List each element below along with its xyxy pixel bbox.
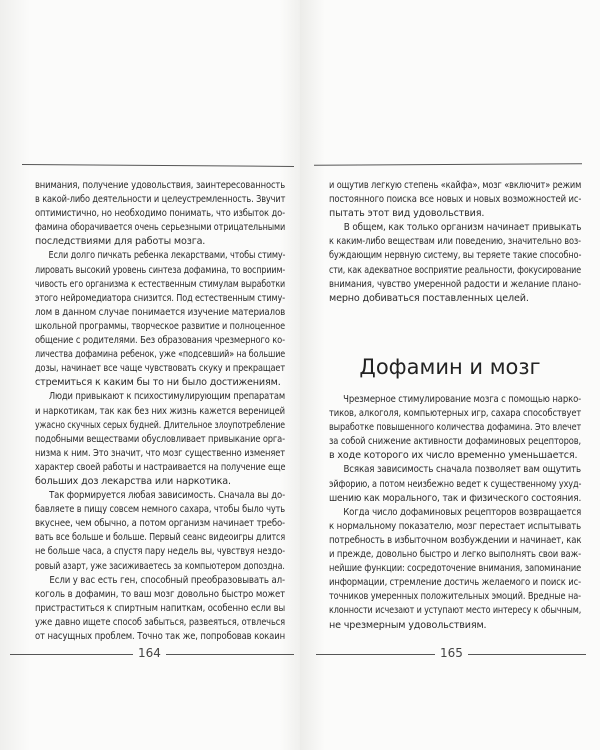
text-line: последствиями для работы мозга. [35,236,206,248]
paragraph [329,393,581,463]
page-number: 165 [435,646,468,660]
text-line: внимания, чувство умеренной радости и желание плано- [329,278,581,290]
text-line: нейшие функции: сосредоточение внимания, запоминание [329,563,582,575]
paragraph [35,179,285,249]
text-line: коголь в дофамин, то ваш мозг довольно быстро может [35,588,285,600]
section-heading: Дофамин и мозг [359,355,541,379]
text-line: дозы, начинает все чаще чувствовать скуку и прекращает [35,363,285,375]
text-line: Если у вас есть ген, способный преобразовывать ал- [49,574,285,586]
text-line: не чрезмерным удовольствиям. [329,619,487,631]
right-page [300,0,600,750]
text-line: фамина оборачивается очень серьезными отрицательными [35,222,286,234]
text-line: в ходе которого их число временно уменьшается. [329,450,578,462]
text-line: и прежде, довольно быстро и легко выполнять свои важ- [329,549,581,561]
text-line: вкуснее, чем обычно, а потом организм начинает требо- [35,518,285,530]
text-line: чивость его организма к естественным стимулам выработки [35,278,285,290]
text-line: лировать высокий уровень синтеза дофамина, то восприим- [35,264,286,276]
text-line: точников умеренных положительных эмоций. Вредные на- [329,591,581,603]
text-line: оптимистично, но необходимо понимать, что избыток до- [35,208,285,220]
text-line: Если долго пичкать ребенка лекарствами, чтобы стиму- [48,250,286,262]
text-line: потребность в избыточном возбуждении и начинает, как [329,534,582,546]
right-page-body-top [329,179,581,306]
text-line: внимания, получение удовольствия, заинтересованность [35,180,285,191]
text-line: вать все больше и больше. Первый сеанс видеоигры длится [35,532,285,544]
text-line: В общем, как только организм начинает привыкать [343,222,582,234]
text-line: сти, как адекватное восприятие реальности, фокусирование [329,264,581,276]
text-line: к каким-либо веществам или поведению, значительно воз- [329,236,581,248]
text-line: выработке повышенного количества дофамина. Это влечет [329,422,582,434]
text-line: ужасно скучных серых будней. Длительное злоупотребление [35,419,285,431]
left-page-body [35,179,285,644]
text-line: Чрезмерное стимулирование мозга с помощью нарко- [343,394,582,405]
text-line: Когда число дофаминовых рецепторов возвращается [343,506,582,518]
text-line: подобными веществами обусловливает привыкание орга- [35,433,285,445]
text-line: характер своей работы и настраивается на получение еще [35,461,286,473]
text-line: пристраститься к спиртным напиткам, особенно если вы [35,602,285,614]
text-line: постоянного поиска все новых и новых возможностей ис- [329,194,582,206]
paragraph [329,221,581,306]
text-line: и ощутив легкую степень «кайфа», мозг «включит» режим [329,180,582,191]
paragraph [329,179,581,221]
text-line: уже давно ищете способ забыться, развеяться, отвлечься [35,616,285,628]
text-line: Так формируется любая зависимость. Сначала вы до- [49,490,285,502]
text-line: ровый азарт, уже засиживаетесь за компьютером допоздна. [35,560,285,572]
text-line: тиков, алкоголя, компьютерных игр, сахара способствует [329,408,582,420]
text-line: мерно добиваться поставленных целей. [329,292,529,304]
text-line: не больше часа, а спустя пару недель вы, чувствуя нездо- [35,546,285,558]
text-line: больших доз лекарства или наркотика. [35,475,231,487]
header-rule [22,164,294,167]
text-line: лом в данном случае понимается изучение материалов [35,306,286,318]
paragraph [329,506,581,633]
text-line: Всякая зависимость сначала позволяет вам ощутить [343,464,581,476]
text-line: к нормальному показателю, мозг перестает испытывать [329,520,582,532]
text-line: пытать этот вид удовольствия. [329,208,485,220]
text-line: эйфорию, а потом неизбежно ведет к существенному ухуд- [329,478,582,490]
text-line: клонности исчезают и уступают место интересу к обычным, [329,605,582,617]
paragraph [329,463,581,505]
text-line: в какой-либо деятельности и целеустремленность. Звучит [35,194,286,206]
text-line: информации, стремление достичь желаемого и поиск ис- [329,577,581,589]
right-page-body-bottom [329,393,581,633]
header-rule [314,163,582,165]
text-line: от насущных проблем. Точно так же, попробовав кокаин [35,631,285,642]
paragraph [35,574,285,644]
paragraph [35,390,285,489]
text-line: личества дофамина ребенок, уже «подсевший» на большие [35,349,286,361]
paragraph [35,249,285,390]
paragraph [35,489,285,574]
text-line: буждающим нервную систему, вы теряете такие способно- [329,250,582,262]
text-line: шению как морального, так и физического состояния. [329,492,582,504]
text-line: общение с родителями. Без образования чрезмерного ко- [35,335,285,347]
text-line: низма к ним. Это значит, что мозг существенно изменяет [35,447,285,459]
text-line: школьной программы, творческое развитие и полноценное [35,320,285,332]
text-line: и наркотикам, так как без них жизнь кажется вереницей [35,405,285,417]
text-line: Люди привыкают к психостимулирующим препаратам [48,391,286,403]
text-line: бавляете в пищу совсем немного сахара, чтобы было чуть [35,504,286,516]
text-line: стремиться к каким бы то ни было достижениям. [35,377,281,389]
page-number: 164 [133,646,166,660]
text-line: этого нейромедиатора снизится. Под естественным стиму- [35,292,285,304]
text-line: за собой снижение активности дофаминовых рецепторов, [329,436,581,448]
